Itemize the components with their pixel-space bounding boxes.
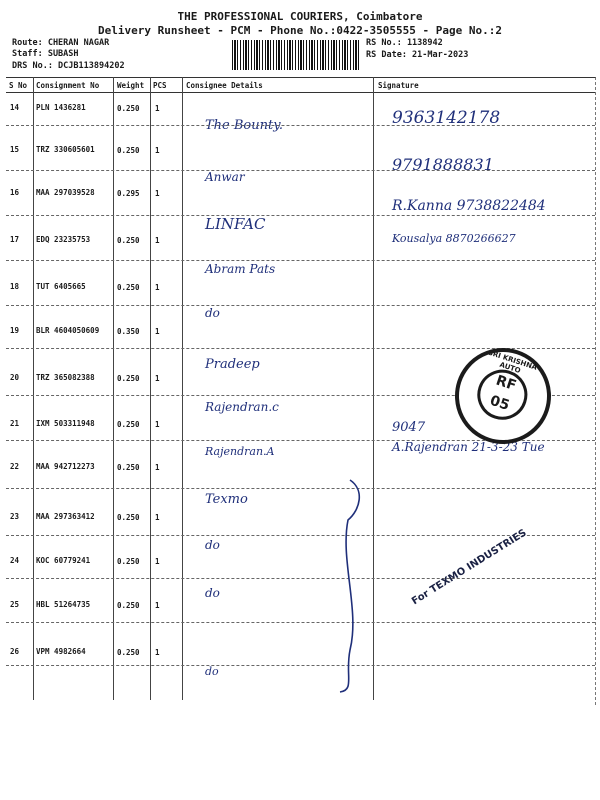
row-consignee: Anwar (205, 170, 245, 184)
row-consignment-no: KOC 60779241 (36, 556, 91, 565)
staff-label: Staff: SUBASH (12, 49, 79, 59)
row-weight: 0.250 (117, 374, 140, 383)
row-weight: 0.250 (117, 104, 140, 113)
row-consignee: Rajendran.c (205, 400, 279, 414)
row-consignment-no: TUT 6405665 (36, 282, 86, 291)
row-consignee: do (205, 306, 220, 320)
row-consignment-no: EDQ 23235753 (36, 235, 91, 244)
row-consignee: LINFAC (205, 215, 266, 233)
row-pcs: 1 (155, 327, 160, 336)
row-weight: 0.250 (117, 513, 140, 522)
row-consignment-no: MAA 942712273 (36, 462, 95, 471)
row-consignee: do (205, 665, 219, 678)
row-sno: 26 (10, 647, 20, 656)
row-sno: 19 (10, 326, 20, 335)
row-signature: 9363142178 (392, 108, 501, 128)
row-sno: 21 (10, 419, 20, 428)
row-weight: 0.250 (117, 283, 140, 292)
row-signature: 9791888831 (392, 155, 494, 174)
row-pcs: 1 (155, 648, 160, 657)
col-header-signature: Signature (378, 81, 419, 90)
row-consignment-no: HBL 51264735 (36, 600, 91, 609)
row-weight: 0.250 (117, 648, 140, 657)
row-divider (6, 125, 595, 126)
header-divider (6, 92, 595, 93)
rs-date: RS Date: 21-Mar-2023 (366, 50, 469, 60)
row-consignee: Rajendran.A (205, 445, 275, 458)
row-pcs: 1 (155, 513, 160, 522)
row-divider (6, 215, 595, 216)
row-consignee: do (205, 586, 220, 600)
row-divider (6, 488, 595, 489)
route-label: Route: CHERAN NAGAR (12, 38, 110, 48)
row-weight: 0.250 (117, 557, 140, 566)
row-divider (6, 305, 595, 306)
row-weight: 0.250 (117, 601, 140, 610)
drs-number: DRS No.: DCJB113894202 (12, 61, 125, 71)
row-sno: 16 (10, 188, 20, 197)
row-weight: 0.295 (117, 189, 140, 198)
seal-ring-text: SRI KRISHNA AUTO (486, 348, 539, 375)
row-pcs: 1 (155, 146, 160, 155)
row-consignment-no: TRZ 330605601 (36, 145, 95, 154)
col-header-consignment: Consignment No (36, 81, 100, 90)
row-sno: 17 (10, 235, 20, 244)
row-pcs: 1 (155, 104, 160, 113)
row-weight: 0.250 (117, 146, 140, 155)
row-consignment-no: IXM 503311948 (36, 419, 95, 428)
row-sno: 14 (10, 103, 20, 112)
col-header-consignee: Consignee Details (186, 81, 263, 90)
row-pcs: 1 (155, 420, 160, 429)
row-sno: 22 (10, 462, 20, 471)
row-divider (6, 665, 595, 666)
row-signature: Kousalya 8870266627 (392, 232, 516, 245)
row-consignee: Pradeep (205, 357, 260, 372)
row-consignment-no: MAA 297363412 (36, 512, 95, 521)
row-consignment-no: TRZ 365082388 (36, 373, 95, 382)
texmo-stamp: For TEXMO INDUSTRIES (410, 527, 529, 608)
row-sno: 15 (10, 145, 20, 154)
row-consignee: Texmo (205, 492, 248, 507)
row-signature: R.Kanna 9738822484 (392, 198, 546, 214)
signature-stroke (320, 470, 380, 700)
col-header-sno: S No (9, 81, 28, 90)
rs-number: RS No.: 1138942 (366, 38, 443, 48)
row-consignment-no: PLN 1436281 (36, 103, 86, 112)
row-weight: 0.250 (117, 236, 140, 245)
row-pcs: 1 (155, 463, 160, 472)
row-weight: 0.350 (117, 327, 140, 336)
row-sno: 23 (10, 512, 20, 521)
col-header-pcs: PCS (153, 81, 167, 90)
runsheet-title: THE PROFESSIONAL COURIERS, Coimbatore (177, 10, 423, 23)
row-sno: 24 (10, 556, 20, 565)
row-weight: 0.250 (117, 463, 140, 472)
row-pcs: 1 (155, 283, 160, 292)
row-pcs: 1 (155, 374, 160, 383)
row-pcs: 1 (155, 189, 160, 198)
row-pcs: 1 (155, 601, 160, 610)
row-consignee: Abram Pats (205, 262, 276, 276)
row-consignee: The Bounty. (205, 118, 283, 133)
row-consignment-no: VPM 4982664 (36, 647, 86, 656)
row-pcs: 1 (155, 236, 160, 245)
seal-center-text: RF 05 (471, 363, 534, 426)
row-divider (6, 260, 595, 261)
row-weight: 0.250 (117, 420, 140, 429)
row-divider (6, 170, 595, 171)
row-sno: 18 (10, 282, 20, 291)
runsheet-subtitle: Delivery Runsheet - PCM - Phone No.:0422-3505555 - Page No.:2 (98, 24, 502, 37)
row-consignment-no: BLR 4604050609 (36, 326, 100, 335)
row-divider (6, 578, 595, 579)
row-signature: A.Rajendran 21-3-23 Tue (392, 440, 545, 454)
barcode (232, 40, 360, 70)
row-sno: 20 (10, 373, 20, 382)
row-divider (6, 535, 595, 536)
row-pcs: 1 (155, 557, 160, 566)
row-consignment-no: MAA 297039528 (36, 188, 95, 197)
col-header-weight: Weight (117, 81, 145, 90)
row-signature: 9047 (392, 420, 426, 435)
row-consignee: do (205, 538, 220, 552)
row-divider (6, 622, 595, 623)
row-sno: 25 (10, 600, 20, 609)
